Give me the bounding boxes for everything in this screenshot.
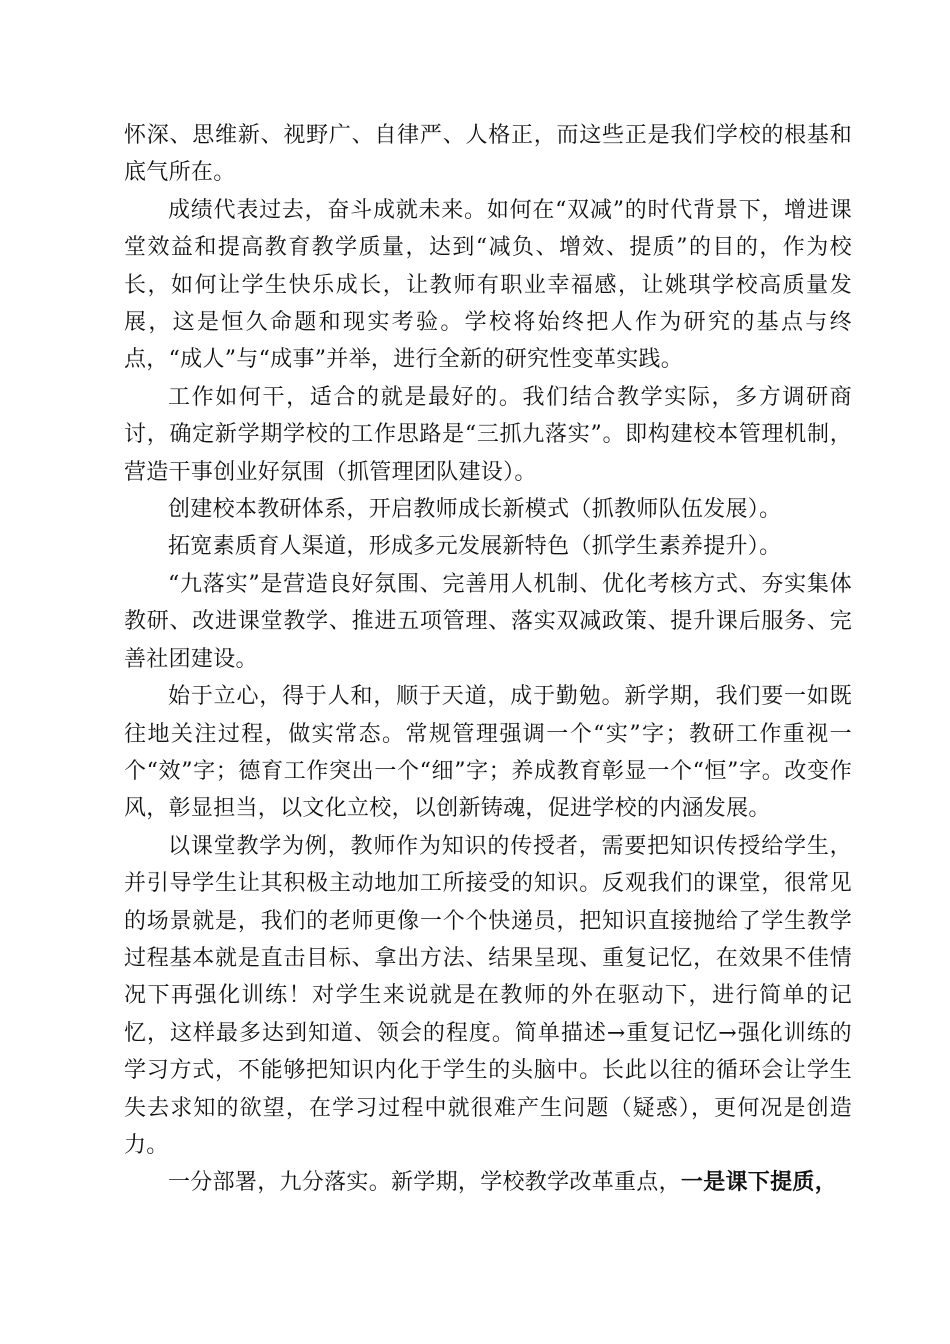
paragraph-2: 成绩代表过去，奋斗成就未来。如何在“双减”的时代背景下，增进课堂效益和提高教育教学质量，达到“减负、增效、提质”的目的，作为校长，如何让学生快乐成长，让教师有职业幸福感，让姚琪学校高质量发展，这是恒久命题和现实考验。学校将始终把人作为研究的基点与终点，“成人”与“成事”并举，进行全新的研究性变革实践。 <box>124 197 852 373</box>
paragraph-4: 创建校本教研体系，开启教师成长新模式（抓教师队伍发展）。 <box>168 497 782 523</box>
paragraph-9 <box>124 1164 852 1201</box>
paragraph-3: 工作如何干，适合的就是最好的。我们结合教学实际，多方调研商讨，确定新学期学校的工作思路是“三抓九落实”。即构建校本管理机制，营造干事创业好氛围（抓管理团队建设）。 <box>124 384 852 485</box>
paragraph-7: 始于立心，得于人和，顺于天道，成于勤勉。新学期，我们要一如既往地关注过程，做实常态。常规管理强调一个“实”字；教研工作重视一个“效”字；德育工作突出一个“细”字；养成教育彰显一个“恒”字。改变作风，彰显担当，以文化立校，以创新铸魂，促进学校的内涵发展。 <box>124 684 852 822</box>
paragraph-5: 拓宽素质育人渠道，形成多元发展新特色（抓学生素养提升）。 <box>168 534 782 560</box>
paragraph-9-text: 一分部署，九分落实。新学期，学校教学改革重点， <box>168 1170 681 1196</box>
paragraph-8: 以课堂教学为例，教师作为知识的传授者，需要把知识传授给学生，并引导学生让其积极主动地加工所接受的知识。反观我们的课堂，很常见的场景就是，我们的老师更像一个个快递员，把知识直接抛给了学生教学过程基本就是直击目标、拿出方法、结果呈现、重复记忆，在效果不佳情况下再强化训练！对学生来说就是在教师的外在驱动下，进行简单的记忆，这样最多达到知道、领会的程度。简单描述→重复记忆→强化训练的学习方式，不能够把知识内化于学生的头脑中。长此以往的循环会让学生失去求知的欲望，在学习过程中就很难产生问题（疑惑），更何况是创造力。 <box>124 833 852 1158</box>
paragraph-1: 怀深、思维新、视野广、自律严、人格正，而这些正是我们学校的根基和底气所在。 <box>124 123 852 186</box>
paragraph-9-bold-text: 一是课下提质， <box>680 1169 838 1196</box>
body-text <box>124 117 852 1202</box>
paragraph-6: “九落实”是营造良好氛围、完善用人机制、优化考核方式、夯实集体教研、改进课堂教学、推进五项管理、落实双减政策、提升课后服务、完善社团建设。 <box>124 571 852 672</box>
